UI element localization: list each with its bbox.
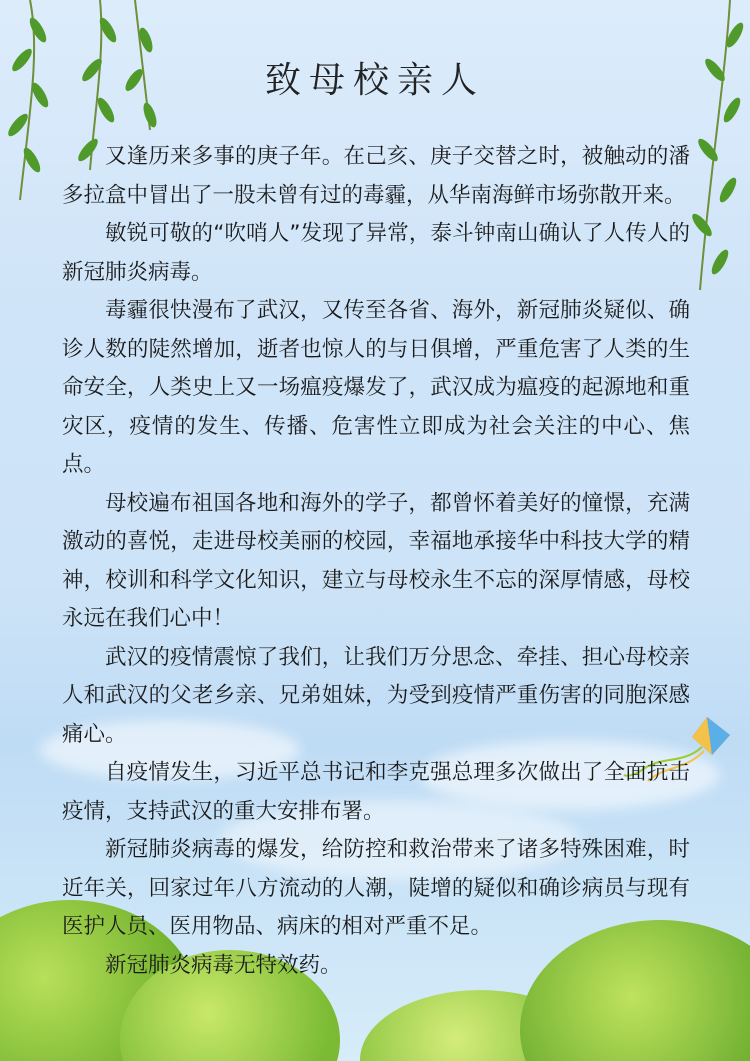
- letter-body: [62, 138, 690, 985]
- paragraph: 新冠肺炎病毒无特效药。: [105, 952, 342, 978]
- paragraph: 又逢历来多事的庚子年。在己亥、庚子交替之时，被触动的潘多拉盒中冒出了一股未曾有过的毒霾，从华南海鲜市场弥散开来。: [62, 144, 690, 208]
- paragraph: 毒霾很快漫布了武汉，又传至各省、海外，新冠肺炎疑似、确诊人数的陡然增加，逝者也惊人的与日俱增，严重危害了人类的生命安全，人类史上又一场瘟疫爆发了，武汉成为瘟疫的起源地和重灾区，疫情的发生、传播、危害性立即成为社会关注的中心、焦点。: [62, 298, 690, 477]
- paragraph: 敏锐可敬的“吹哨人”发现了异常，泰斗钟南山确认了人传人的新冠肺炎病毒。: [62, 221, 690, 285]
- paragraph: 武汉的疫情震惊了我们，让我们万分思念、牵挂、担心母校亲人和武汉的父老乡亲、兄弟姐妹，为受到疫情严重伤害的同胞深感痛心。: [62, 644, 690, 747]
- paragraph: 母校遍布祖国各地和海外的学子，都曾怀着美好的憧憬，充满激动的喜悦，走进母校美丽的校园，幸福地承接华中科技大学的精神，校训和科学文化知识，建立与母校永生不忘的深厚情感，母校永远在我们心中！: [62, 490, 690, 631]
- paragraph: 新冠肺炎病毒的爆发，给防控和救治带来了诸多特殊困难，时近年关，回家过年八方流动的人潮，陡增的疑似和确诊病员与现有医护人员、医用物品、病床的相对严重不足。: [62, 837, 690, 939]
- page-title: 致母校亲人: [264, 60, 485, 101]
- paragraph: 自疫情发生，习近平总书记和李克强总理多次做出了全面抗击疫情，支持武汉的重大安排布署。: [62, 760, 690, 824]
